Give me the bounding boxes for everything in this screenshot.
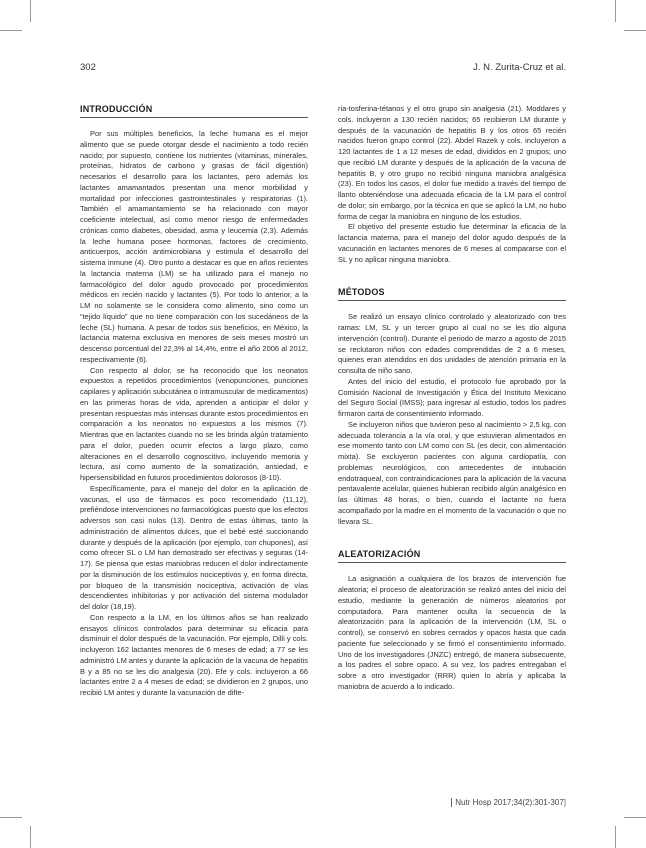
right-column <box>338 104 566 693</box>
paragraph: Antes del inicio del estudio, el protocolo fue aprobado por la Comisión Nacional de Investigación y Ética del Instituto Mexicano del Seguro Social (IMSS); para ingresar al estudio, todos los padres firmaron carta de consentimiento informado. <box>338 376 566 418</box>
page-number: 302 <box>80 62 96 73</box>
section-heading-metodos: MÉTODOS <box>338 287 566 301</box>
section-gap <box>338 265 566 287</box>
paragraph: Se incluyeron niños que tuvieron peso al nacimiento > 2,5 kg, con adecuada tolerancia a la vía oral, y que estuvieran alimentados en ese momento tanto con LM como con SL (es decir, con alimentación mixta). Se excluyeron pacientes con alguna cardiopatía, con problemas neurológicos, con antecedentes de intubación endotraqueal, con contraindicaciones para la aplicación de la vacuna pentavalente acelular, quienes hubieran recibido algún analgésico en las últimas 48 horas, o bien, cuando el lactante no fuera acompañado por la madre en el momento de la vacunación o que no llevara SL. <box>338 419 566 526</box>
section-gap <box>338 527 566 549</box>
paragraph: La asignación a cualquiera de los brazos de intervención fue aleatoria; el proceso de aleatorización se realizó antes del inicio del estudio, mediante la generación de números aleatorios por computadora. Para mantener oculta la secuencia de la aleatorización para la aplicación de la intervención (LM, SL o control), se conservó en sobres cerrados y opacos hasta que cada paciente fue seleccionado y se firmó el consentimiento informado. Uno de los investigadores (JNZC) entregó, de manera subsecuente, a los padres el sobre opaco. A su vez, los padres entregaban el sobre a otro investigador (RRR) quien lo abría y aplicaba la maniobra de acuerdo a lo indicado. <box>338 574 566 691</box>
crop-mark <box>615 826 616 848</box>
paragraph: Se realizó un ensayo clínico controlado y aleatorizado con tres ramas: LM, SL y un tercer grupo al cual no se les dio alguna intervención (control). Durante el periodo de marzo a agosto de 2015 se reclutaron niños con edades comprendidas de 2 a 6 meses, quienes eran atendidos en dos unidades de atención primaria en la consulta de niño sano. <box>338 312 566 375</box>
section-heading-introduccion: INTRODUCCIÓN <box>80 104 308 118</box>
crop-mark <box>0 817 22 818</box>
crop-mark <box>30 826 31 848</box>
left-column <box>80 104 308 699</box>
crop-mark <box>624 817 646 818</box>
paragraph: El objetivo del presente estudio fue determinar la eficacia de la lactancia materna, para el manejo del dolor agudo después de la vacunación en lactantes menores de 6 meses al compararse con el SL y no aplicar ninguna maniobra. <box>338 222 566 264</box>
crop-mark <box>615 0 616 22</box>
paragraph: Con respecto a la LM, en los últimos años se han realizado ensayos clínicos controlados para determinar su eficacia para disminuir el dolor después de la vacunación. Por ejemplo, Dilli y cols. incluyeron 162 lactantes menores de 6 meses de edad; a 77 se les administró LM antes y durante la aplicación de la vacuna de hepatitis B y a 85 no se les dio analgesia (20). Efe y cols. incluyeron a 66 lactantes entre 2 a 4 meses de edad; se dividieron en 2 grupos, uno recibió LM antes y durante la vacunación de difte- <box>80 612 308 697</box>
paragraph: Específicamente, para el manejo del dolor en la aplicación de vacunas, el uso de fármacos es poco recomendado (11,12), prefiéndose intervenciones no farmacológicas puesto que los efectos adversos son casi nulos (13). Dentro de estas últimas, tanto la administración de alimentos dulces, que el bebé esté succionando durante y después de la aplicación (por ejemplo, con chupones), así como ofrecer SL o LM han demostrado ser efectivas y seguras (14-17). Se piensa que estas maniobras reducen el dolor indirectamente por la disminución de los estímulos nociceptivos y, en forma directa, por bloqueo de la transmisión nociceptiva, activación de vías descendientes inhibitorias y por activación del sistema modulador del dolor (18,19). <box>80 483 308 611</box>
footer-citation <box>451 798 566 807</box>
crop-mark <box>624 30 646 31</box>
running-header-authors: J. N. Zurita-Cruz et al. <box>473 62 566 73</box>
paragraph: Por sus múltiples beneficios, la leche humana es el mejor alimento que se puede otorgar desde el nacimiento a todo recién nacido; por supuesto, contiene los nutrientes (vitaminas, minerales, proteínas, hidratos de carbono y grasas de fácil digestión) necesarios el desarrollo para los lactantes, pero además los lactantes amamantados presentan una menor morbilidad y mortalidad por infecciones gastrointestinales y respiratorias (1). También el amamantamiento se ha relacionado con mayor coeficiente intelectual, así como menor riesgo de enfermedades crónicas como diabetes, obesidad, asma y leucemia (2,3). Además la leche humana posee hormonas, factores de crecimiento, anticuerpos, acción antimicrobiana y estimula el desarrollo del sistema inmune (4). Otro punto a destacar es que en años recientes la lactancia materna (LM) se ha utilizado para el manejo no farmacológico del dolor agudo provocado por procedimientos médicos en recién nacido y lactantes (5). Por todo lo anterior, a la LM no solamente se le considera como alimento, sino como un “tejido líquido” que no tiene comparación con los sucedáneos de la leche (SL) humana. A pesar de todos sus beneficios, en México, la lactancia materna exclusiva en menores de seis meses mostró un descenso porcentual del 22,3% al 14,4%, entre el año 2006 al 2012, respectivamente (6). <box>80 129 308 364</box>
paragraph: ria-tosferina-tétanos y el otro grupo sin analgesia (21). Moddares y cols. incluyeron a 130 recién nacidos; 65 recibieron LM durante y después de la vacunación de hepatitis B y los otros 65 recién nacidos fueron grupo control (22). Abdel Razek y cols. incluyeron a 120 lactantes de 1 a 12 meses de edad, divididos en 2 grupos; uno que recibió LM durante y después de la aplicación de la vacuna de hepatitis B, y otro grupo no recibió ninguna maniobra analgésica (23). En todos los casos, el dolor fue medido a través del tiempo de llanto obteniéndose una adecuada eficacia de la LM para el control de dolor; sin embargo, por la técnica en que se aplicó la LM, no hubo forma de cegar la maniobra en ninguno de los estudios. <box>338 104 566 221</box>
crop-mark <box>0 30 22 31</box>
footer-bracket: ] <box>563 798 566 807</box>
footer-citation-text: Nutr Hosp 2017;34(2):301-307 <box>455 798 564 807</box>
section-heading-aleatorizacion: ALEATORIZACIÓN <box>338 549 566 563</box>
crop-mark <box>30 0 31 22</box>
paragraph: Con respecto al dolor, se ha reconocido que los neonatos expuestos a repetidos procedimientos (venopunciones, punciones capilares y aplicación subcutánea o intramuscular de medicamentos) en las primeras horas de vida, aprenden a anticipar el dolor y presentan respuestas más intensas durante estos procedimientos en comparación a los neonatos no expuestos a los mismos (7). Mientras que en lactantes cuando no se les brinda algún tratamiento para el dolor, pueden ocurrir efectos a largo plazo, como alteraciones en el desarrollo cognoscitivo, incluyendo memoria y lectura, así como aumento de la somatización, ansiedad, e hipersensibilidad en futuros procedimientos dolorosos (8-10). <box>80 365 308 482</box>
